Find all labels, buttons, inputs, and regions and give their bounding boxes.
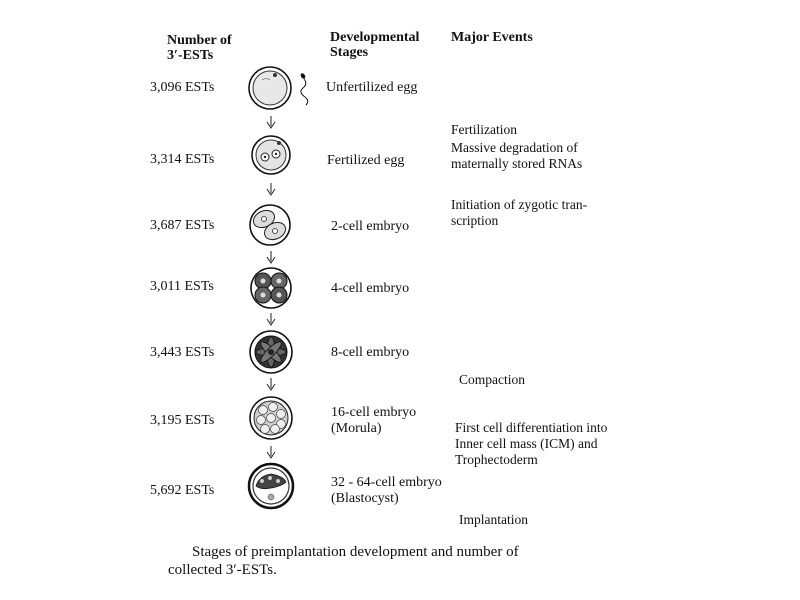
event-line: maternally stored RNAs xyxy=(451,156,583,171)
stage-label-line: 4-cell embryo xyxy=(331,281,410,296)
arrow-icon xyxy=(267,116,275,128)
stage-label-line: Unfertilized egg xyxy=(326,80,418,95)
event-line: Fertilization xyxy=(451,122,517,137)
event-line: Compaction xyxy=(459,372,525,387)
est-count: 3,096 ESTs xyxy=(150,80,215,95)
four-cell-embryo-drawing xyxy=(251,268,291,308)
stage-label-line: (Blastocyst) xyxy=(331,491,399,506)
est-count: 3,195 ESTs xyxy=(150,413,215,428)
est-count: 3,443 ESTs xyxy=(150,345,215,360)
eight-cell-embryo-drawing xyxy=(250,331,292,373)
stage-label-line: (Morula) xyxy=(331,421,382,436)
header-number-of-ests-line1: Number of xyxy=(167,33,232,48)
arrow-icon xyxy=(267,378,275,390)
header-developmental-stages-line2: Stages xyxy=(330,45,369,60)
stage-label-line: Fertilized egg xyxy=(327,153,405,168)
event-line: Initiation of zygotic tran- xyxy=(451,197,588,212)
blastocyst-drawing xyxy=(249,464,293,508)
event-line: Massive degradation of xyxy=(451,140,578,155)
two-cell-embryo-drawing xyxy=(250,205,290,245)
arrow-icon xyxy=(267,183,275,195)
stage-label-line: 2-cell embryo xyxy=(331,219,410,234)
stage-label-line: 16-cell embryo xyxy=(331,405,417,420)
arrow-icon xyxy=(267,251,275,263)
event-line: First cell differentiation into xyxy=(455,420,608,435)
stage-label-line: 8-cell embryo xyxy=(331,345,410,360)
stage-label-line: 32 - 64-cell embryo xyxy=(331,475,442,490)
header-major-events: Major Events xyxy=(451,30,533,45)
arrow-icon xyxy=(267,446,275,458)
header-number-of-ests-line2: 3′-ESTs xyxy=(167,48,214,63)
est-count: 5,692 ESTs xyxy=(150,483,215,498)
fertilized-egg-drawing xyxy=(252,136,290,174)
event-line: Trophectoderm xyxy=(455,452,538,467)
event-line: Implantation xyxy=(459,512,528,527)
arrow-icon xyxy=(267,313,275,325)
figure-caption-line1: Stages of preimplantation development and number of xyxy=(192,544,519,560)
header-developmental-stages-line1: Developmental xyxy=(330,30,420,45)
unfertilized-egg-drawing xyxy=(249,67,291,109)
est-count: 3,314 ESTs xyxy=(150,152,215,167)
est-count: 3,687 ESTs xyxy=(150,218,215,233)
event-line: Inner cell mass (ICM) and xyxy=(455,436,598,451)
sperm-drawing xyxy=(300,72,308,105)
figure-caption-line2: collected 3′-ESTs. xyxy=(168,562,277,578)
event-line: scription xyxy=(451,213,499,228)
est-count: 3,011 ESTs xyxy=(150,279,214,294)
morula-drawing xyxy=(250,397,292,439)
